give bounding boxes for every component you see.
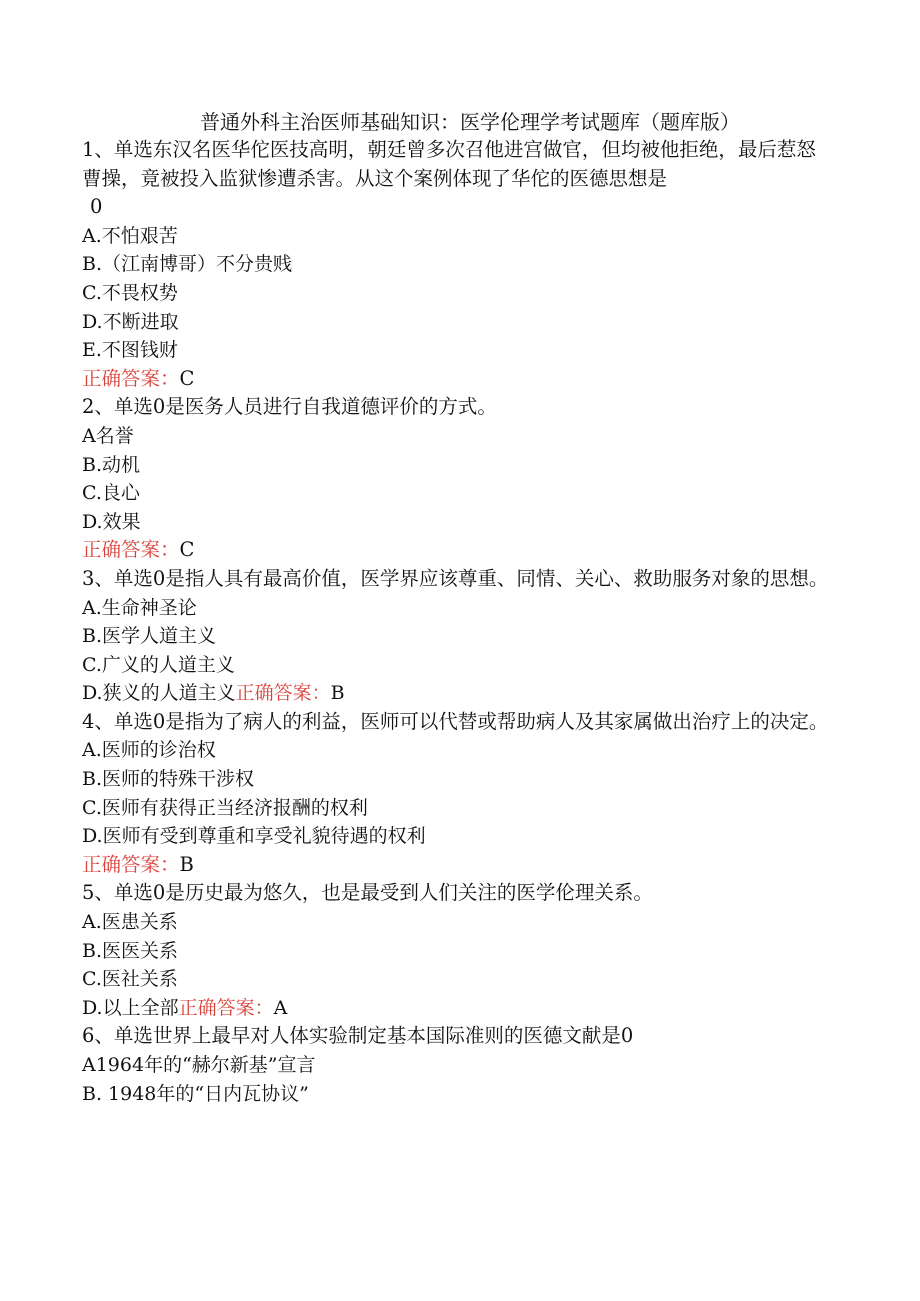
option-d-with-answer xyxy=(82,679,834,708)
option-c: C.医社关系 xyxy=(82,968,178,991)
answer-line xyxy=(82,365,834,394)
option-d: D.效果 xyxy=(82,510,141,533)
option-b: B.动机 xyxy=(82,453,141,476)
option-a: A.生命神圣论 xyxy=(82,596,197,619)
answer-label: 正确答案： xyxy=(82,538,180,562)
question-6 xyxy=(82,1022,834,1108)
option-d: D.狭义的人道主义 xyxy=(82,682,236,705)
question-stem: 2、单选0是医务人员进行自我道德评价的方式。 xyxy=(82,395,497,419)
option-e: E.不图钱财 xyxy=(82,339,178,362)
option-c: C.不畏权势 xyxy=(82,281,178,304)
option-c: C.广义的人道主义 xyxy=(82,653,235,676)
option-c: C.良心 xyxy=(82,482,140,505)
option-d: D.医师有受到尊重和享受礼貌待遇的权利 xyxy=(82,825,426,848)
answer-line xyxy=(82,851,834,880)
question-stem: 3、单选0是指人具有最高价值，医学界应该尊重、同情、关心、救助服务对象的思想。 xyxy=(82,566,829,590)
answer-label: 正确答案： xyxy=(82,852,180,876)
option-a: A.医患关系 xyxy=(82,911,178,934)
answer-label: 正确答案： xyxy=(82,366,180,390)
option-b: B.（江南博哥）不分贵贱 xyxy=(82,253,293,276)
option-a: A名誉 xyxy=(82,424,134,447)
option-d: D.以上全部 xyxy=(82,996,179,1019)
question-blank: 0 xyxy=(90,195,103,219)
answer-line xyxy=(82,536,834,565)
option-a: A1964年的“赫尔新基”宣言 xyxy=(82,1054,316,1076)
option-b: B.医学人道主义 xyxy=(82,625,217,648)
question-stem: 1、单选东汉名医华佗医技高明，朝廷曾多次召他进宫做官，但均被他拒绝，最后惹怒曹操，竟被投入监狱惨遭杀害。从这个案例体现了华佗的医德思想是 xyxy=(82,138,816,190)
option-b: B.医师的特殊干涉权 xyxy=(82,768,255,791)
answer-value: A xyxy=(273,996,288,1019)
document-page xyxy=(82,108,834,1108)
question-stem: 5、单选0是历史最为悠久，也是最受到人们关注的医学伦理关系。 xyxy=(82,881,653,905)
option-b: B.医医关系 xyxy=(82,939,179,962)
document-title: 普通外科主治医师基础知识：医学伦理学考试题库（题库版） xyxy=(200,110,740,134)
question-2 xyxy=(82,393,834,565)
answer-value: B xyxy=(179,852,194,876)
question-4 xyxy=(82,708,834,880)
option-d: D.不断进取 xyxy=(82,310,179,333)
question-stem: 4、单选0是指为了病人的利益，医师可以代替或帮助病人及其家属做出治疗上的决定。 xyxy=(82,709,829,733)
question-3 xyxy=(82,565,834,708)
answer-label: 正确答案： xyxy=(178,996,274,1019)
option-a: A.医师的诊治权 xyxy=(82,739,216,762)
option-d-with-answer xyxy=(82,994,834,1023)
answer-value: B xyxy=(330,682,345,705)
answer-value: C xyxy=(179,366,195,390)
question-5 xyxy=(82,879,834,1022)
option-a: A.不怕艰苦 xyxy=(82,224,178,247)
question-1 xyxy=(82,136,834,393)
option-b: B. 1948年的“日内瓦协议” xyxy=(82,1082,309,1105)
question-stem: 6、单选世界上最早对人体实验制定基本国际准则的医德文献是0 xyxy=(82,1024,634,1048)
answer-value: C xyxy=(179,538,195,562)
option-c: C.医师有获得正当经济报酬的权利 xyxy=(82,796,368,819)
answer-label: 正确答案： xyxy=(235,682,331,705)
